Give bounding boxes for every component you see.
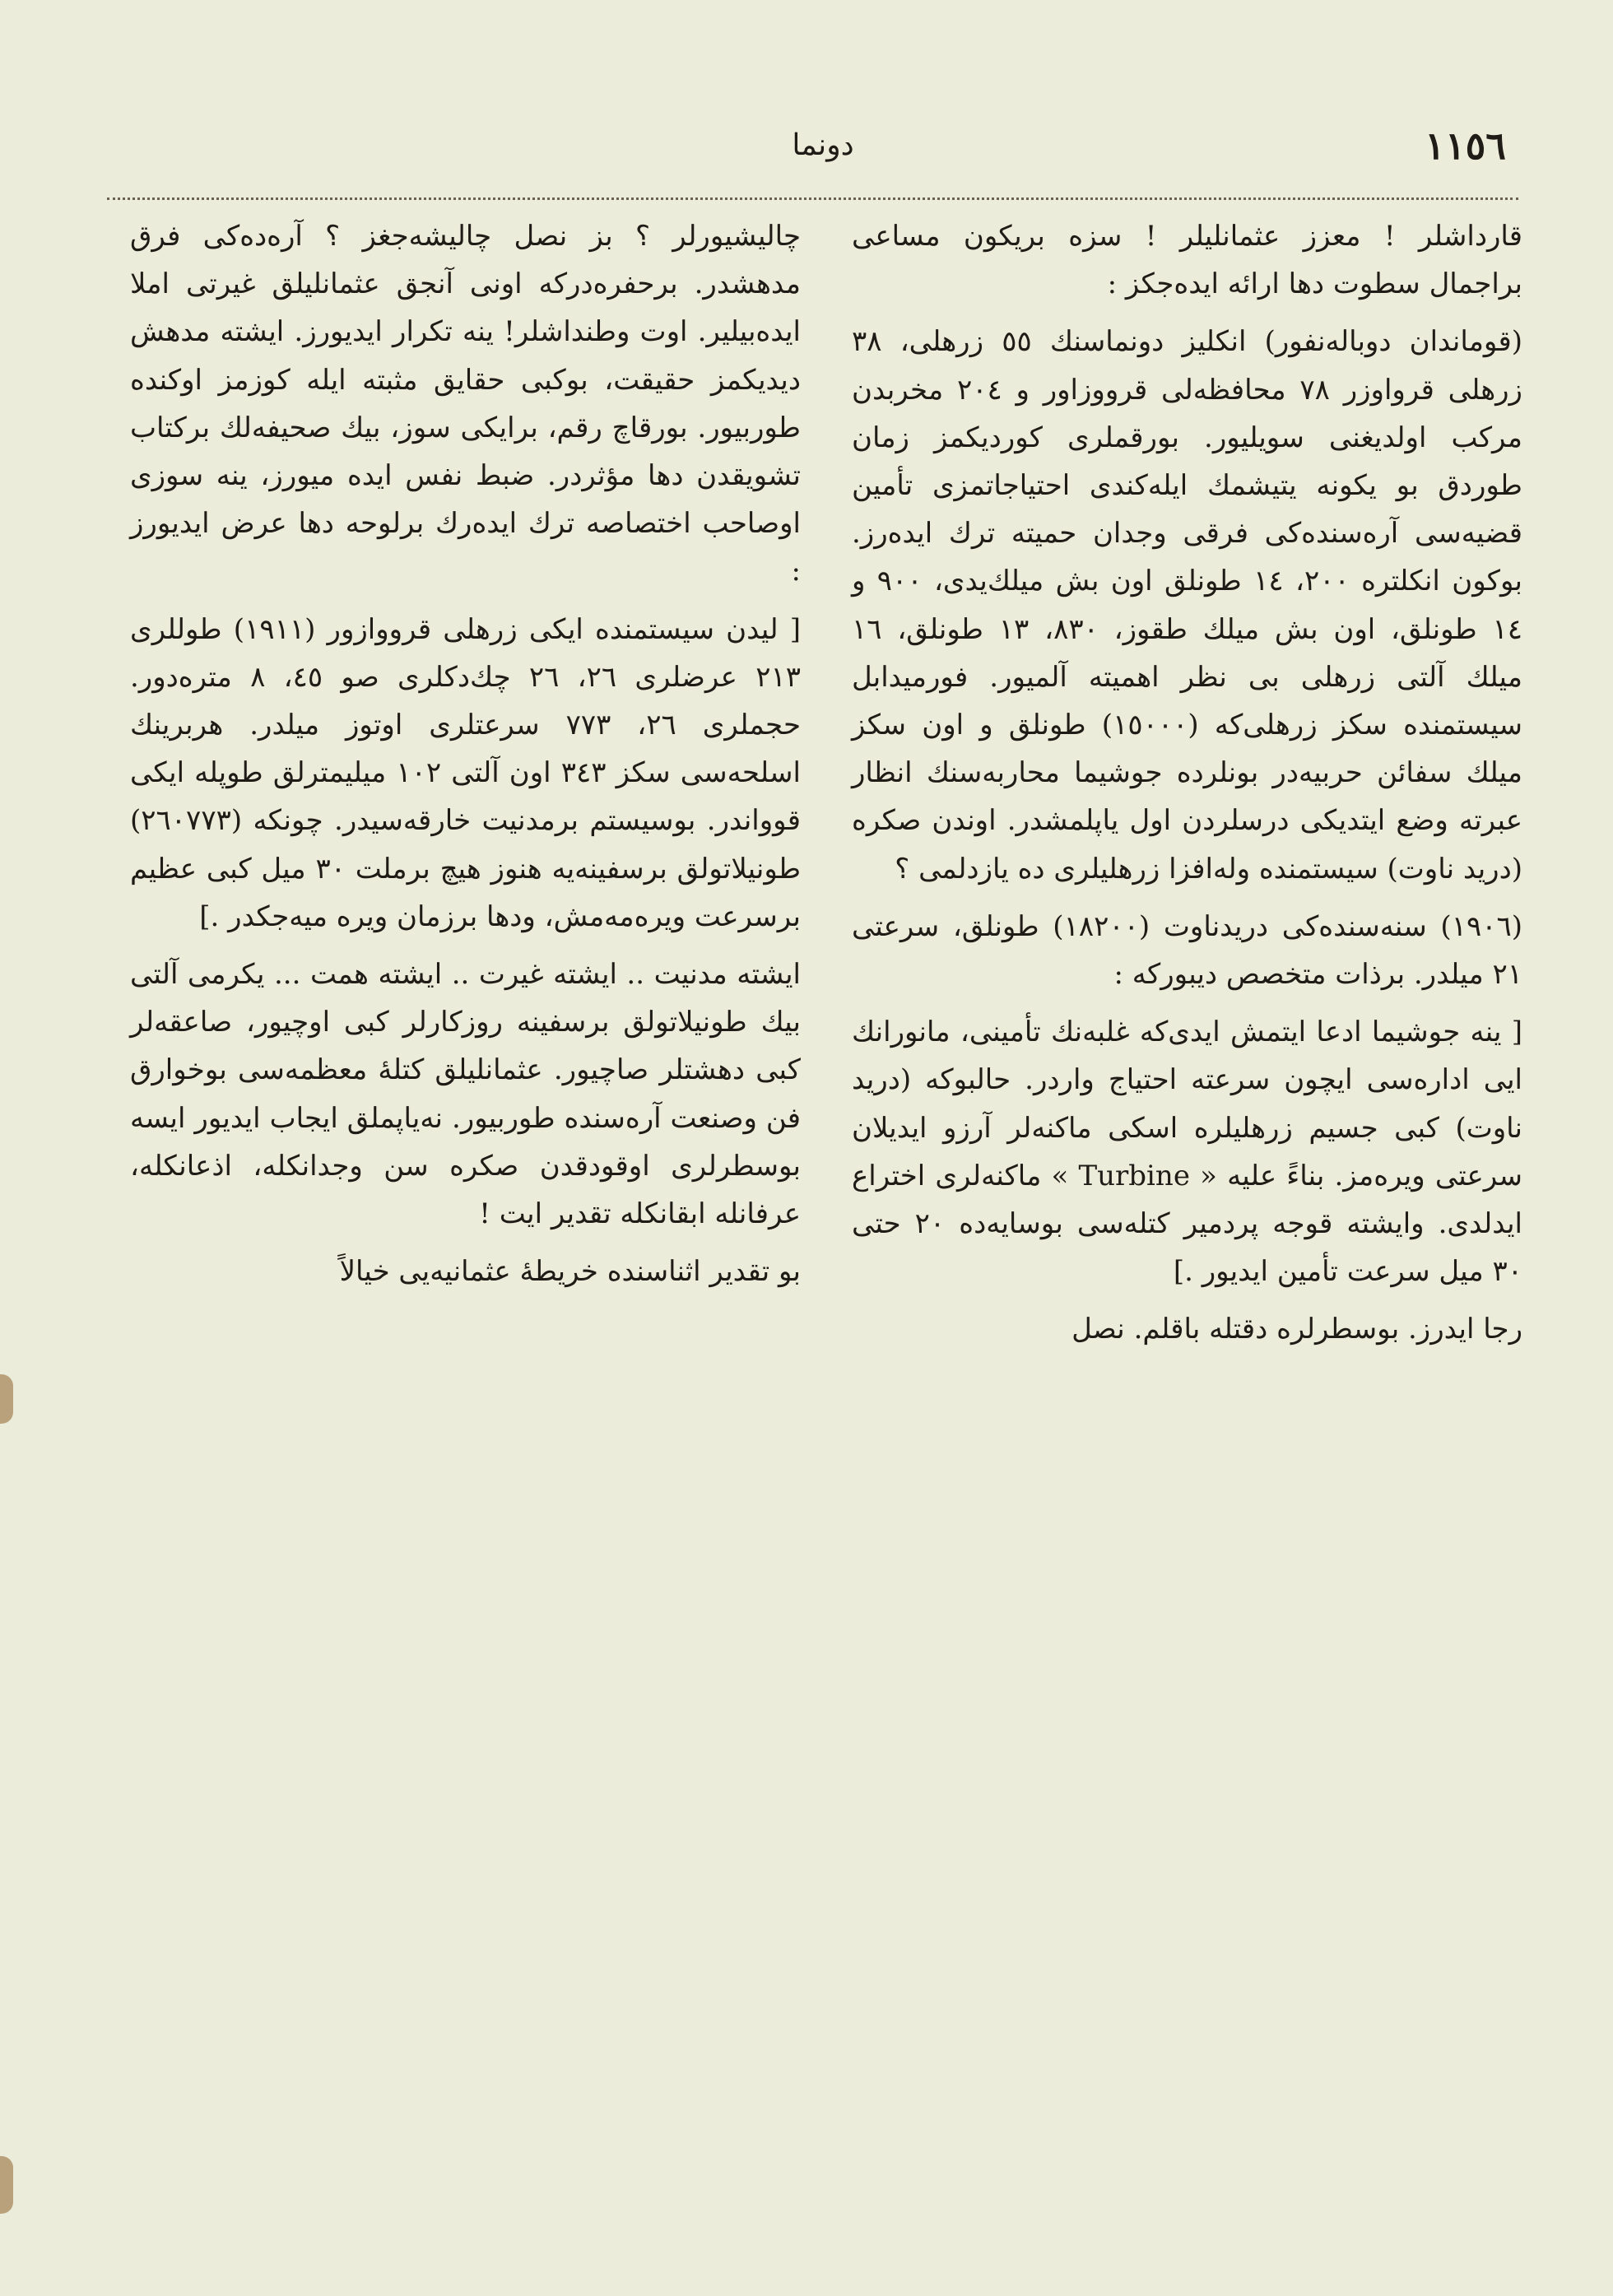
page-number: ١١٥٦: [1425, 123, 1506, 168]
paragraph: چاليشيورلر ؟ بز نصل چاليشه‌جغز ؟ آره‌ده‌كى فرق مدهشدر. برحفره‌دركه اونى آنجق عثمانليلق غيرتى املا ايده‌بيلير. اوت وطنداشلر! ينه تكرار ايديورز. ايشته مدهش ديديكمز حقيقت، بوكبى حقايق مثبته ايله كوزمز اوكنده طوربيور. بورقاچ رقم، برايكى سوز، بيك صحيفه‌لك بركتاب تشويقدن دها مؤثردر. ضبط نفس ايده ميورز، ينه سوزى اوصاحب اختصاصه ترك ايده‌رك برلوحه دها عرض ايديورز :: [130, 220, 801, 588]
paragraph: قارداشلر ! معزز عثمانليلر ! سزه بريكون مساعى براجمال سطوت دها ارائه ايده‌جكز :: [852, 220, 1522, 301]
binding-stain: [0, 1374, 13, 1424]
paragraph: [ ينه جوشيما ادعا ايتمش ايدى‌كه غلبه‌نك تأمينى، مانورانك ايى اداره‌سى ايچون سرعته احتياج واردر. حالبوكه (دريد ناوت) كبى جسيم زرهليلره اسكى ماكنه‌لر آرزو ايديلان سرعتى ويره‌مز. بناءً عليه « Turbine » ماكنه‌لرى اختراع ايدلدى. وايشته قوجه پردمير كتله‌سى بوسايه‌ده ٢٠ حتى ٣٠ ميل سرعت تأمين ايديور .]: [852, 1016, 1523, 1289]
page-header: [107, 123, 1506, 181]
text-column-left: [130, 212, 801, 1295]
text-column-right: [852, 212, 1522, 1354]
header-divider: [107, 198, 1518, 200]
paragraph: ايشته مدنيت .. ايشته غيرت .. ايشته همت ... يكرمى آلتى بيك طونيلاتولق برسفينه روزكارلر كبى اوچيور، صاعقه‌لر كبى دهشتلر صاچيور. عثمانليلق كتله‌ٔ معظمه‌سى بوخوارق فن وصنعت آره‌سنده طوربيور. نه‌ياپملق ايجاب ايديور ايسه بوسطرلرى اوقودقدن صكره سن وجدانكله، اذعانكله، عرفانله ابقانكله تقدير ايت !: [130, 958, 801, 1231]
running-title: دونما: [792, 128, 854, 162]
binding-stain: [0, 2156, 13, 2214]
paragraph: رجا ايدرز. بوسطرلره دقتله باقلم. نصل: [1071, 1313, 1522, 1346]
paragraph: (١٩٠٦) سنه‌سنده‌كى دريدناوت (١٨٢٠٠) طونلق، سرعتى ٢١ ميلدر. برذات متخصص ديبوركه :: [852, 909, 1523, 992]
paragraph: (قوماندان دوباله‌نفور) انكليز دونماسنك ٥٥ زرهلى، ٣٨ زرهلى قرواوزر ٧٨ محافظه‌لى قرووزاور و ٢٠٤ مخربدن مركب اولديغنى سويليور. بورقملرى كورديكمز زمان طوردق بو يكونه يتيشمك ايله‌كندى احتياجاتمزى تأمين قضيه‌سى آره‌سنده‌كى فرقى وجدان حميته ترك ايده‌رز. بوكون انكلتره ٢٠٠، ١٤ طونلق اون بش ميلك‌يدى، ٩٠٠ و ١٤ طونلق، اون بش ميلك طقوز، ٨٣٠، ١٣ طونلق، ١٦ ميلك آلتى زرهلى بى نظر اهميته آلميور. فورميدابل سيستمنده سكز زرهلى‌كه (١٥٠٠٠) طونلق و اون سكز ميلك سفائن حربيه‌در بونلرده جوشيما محاربه‌سنك انظار عبرته وضع ايتديكى درسلردن اول ياپلمشدر. اوندن صكره (دريد ناوت) سيستمنده وله‌افزا زرهليلرى ده يازدلمى ؟: [852, 325, 1523, 885]
paragraph: بو تقدير اثناسنده خريطهٔ عثمانيه‌يى خيالاً: [339, 1255, 801, 1289]
paragraph: [ ليدن سيستمنده ايكى زرهلى قرووازور (١٩١١) طوللرى ٢١٣ عرضلرى ٢٦، ٢٦ چك‌دكلرى صو ٤٥، ٨ متره‌دور. حجملرى ٢٦، ٧٧٣ سرعتلرى اوتوز ميلدر. هربرينك اسلحه‌سى سكز ٣٤٣ اون آلتى ١٠٢ ميليمترلق طوپله ايكى قوواندر. بوسيستم برمدنيت خارقه‌سيدر. چونكه (٢٦٠٧٧٣) طونيلاتولق برسفينه‌يه هنوز هيچ برملت ٣٠ ميل كبى عظيم برسرعت ويره‌مه‌مش، ودها برزمان ويره ميه‌جكدر .]: [130, 612, 802, 933]
